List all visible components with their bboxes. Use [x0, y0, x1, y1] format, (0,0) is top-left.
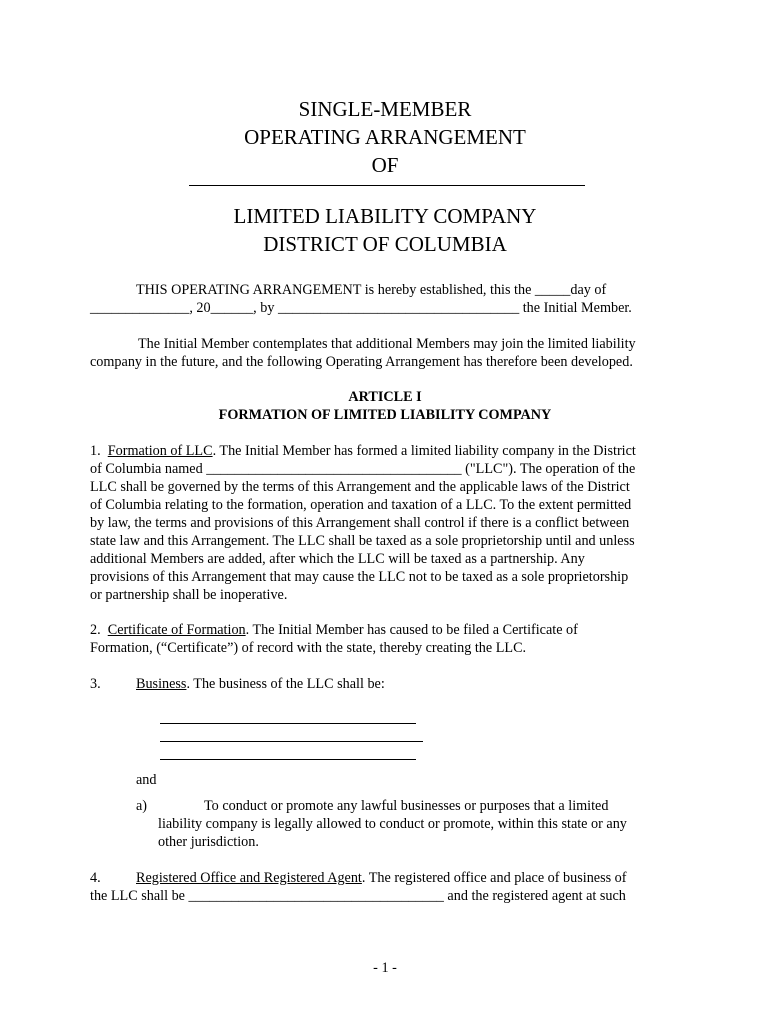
- item-a-line-1: [90, 797, 680, 815]
- document-subtitle: [90, 202, 680, 258]
- section-1-heading: Formation of LLC: [107, 443, 213, 459]
- section-4-number: 4.: [90, 870, 101, 886]
- section-4-line-1: [90, 869, 680, 887]
- section-3-item-a: [90, 797, 680, 851]
- section-1-line-1: [90, 442, 680, 460]
- section-1-paragraph: [90, 442, 680, 604]
- section-1-line-2: of Columbia named ____________________________________ ("LLC"). The operation of the: [90, 461, 636, 477]
- section-1-line-5: by law, the terms and provisions of this Arrangement shall control if there is a conflict between: [90, 515, 630, 531]
- section-4-line-1-text: . The registered office and place of business of: [361, 870, 627, 886]
- section-3-and: and: [136, 772, 157, 788]
- intro-paragraph: [90, 281, 680, 317]
- business-blank-3: [160, 759, 416, 760]
- section-1-number: 1.: [90, 443, 101, 459]
- contemplation-line-2: company in the future, and the following Operating Arrangement has therefore been developed.: [90, 354, 633, 370]
- contemplation-paragraph: [90, 335, 680, 371]
- item-a-line-3: other jurisdiction.: [158, 834, 259, 850]
- section-1-line-9: or partnership shall be inoperative.: [90, 587, 288, 603]
- intro-line-1: THIS OPERATING ARRANGEMENT is hereby established, this the _____day of: [136, 282, 607, 298]
- section-4-paragraph: [90, 869, 680, 905]
- business-blank-1: [160, 723, 416, 724]
- section-1-line-3: LLC shall be governed by the terms of this Arrangement and the applicable laws of the District: [90, 479, 630, 495]
- title-line-of: OF: [371, 153, 399, 177]
- section-1-line-4: of Columbia relating to the formation, operation and taxation of a LLC. To the extent permitted: [90, 497, 632, 513]
- section-2-heading: Certificate of Formation: [107, 622, 246, 638]
- section-3-heading: Business: [136, 676, 187, 692]
- section-2-number: 2.: [90, 622, 101, 638]
- article-1-heading-block: [90, 388, 680, 424]
- section-3-paragraph: [90, 675, 680, 693]
- section-3-number: 3.: [90, 676, 101, 692]
- article-1-subheading: FORMATION OF LIMITED LIABILITY COMPANY: [218, 407, 552, 423]
- item-a-marker: a): [136, 798, 148, 814]
- document-page: [90, 0, 680, 1024]
- page-number: - 1 -: [373, 960, 397, 976]
- company-name-blank: [189, 185, 585, 186]
- section-1-line-7: additional Members are added, after which the LLC will be taxed as a partnership. Any: [90, 551, 585, 567]
- section-1-line-6: state law and this Arrangement. The LLC shall be taxed as a sole proprietorship until and unless: [90, 533, 635, 549]
- section-3-text: . The business of the LLC shall be:: [186, 676, 385, 692]
- article-1-heading: ARTICLE I: [348, 389, 422, 405]
- section-2-line-1: [90, 621, 680, 639]
- section-2-line-1-text: . The Initial Member has caused to be filed a Certificate of: [245, 622, 578, 638]
- item-a-line-1-text: To conduct or promote any lawful businesses or purposes that a limited: [204, 798, 609, 814]
- item-a-line-2: liability company is legally allowed to conduct or promote, within this state or any: [158, 816, 627, 832]
- business-blank-2: [160, 741, 423, 742]
- section-1-line-1-text: . The Initial Member has formed a limited liability company in the District: [212, 443, 636, 459]
- document-title: [90, 95, 680, 179]
- title-line-operating-arrangement: OPERATING ARRANGEMENT: [244, 125, 526, 149]
- section-2-line-2: Formation, (“Certificate”) of record with the state, thereby creating the LLC.: [90, 640, 527, 656]
- section-1-line-8: provisions of this Arrangement that may cause the LLC not to be taxed as a sole proprietorship: [90, 569, 629, 585]
- title-line-district: DISTRICT OF COLUMBIA: [263, 232, 507, 256]
- section-2-paragraph: [90, 621, 680, 657]
- title-line-llc: LIMITED LIABILITY COMPANY: [233, 204, 537, 228]
- title-line-single-member: SINGLE-MEMBER: [298, 97, 472, 121]
- section-4-heading: Registered Office and Registered Agent: [136, 870, 362, 886]
- section-3-line-1: [90, 675, 680, 693]
- section-4-line-2: the LLC shall be ____________________________________ and the registered agent at such: [90, 888, 626, 904]
- intro-line-2: ______________, 20______, by __________________________________ the Initial Member.: [90, 300, 632, 316]
- contemplation-line-1: The Initial Member contemplates that additional Members may join the limited liability: [138, 336, 636, 352]
